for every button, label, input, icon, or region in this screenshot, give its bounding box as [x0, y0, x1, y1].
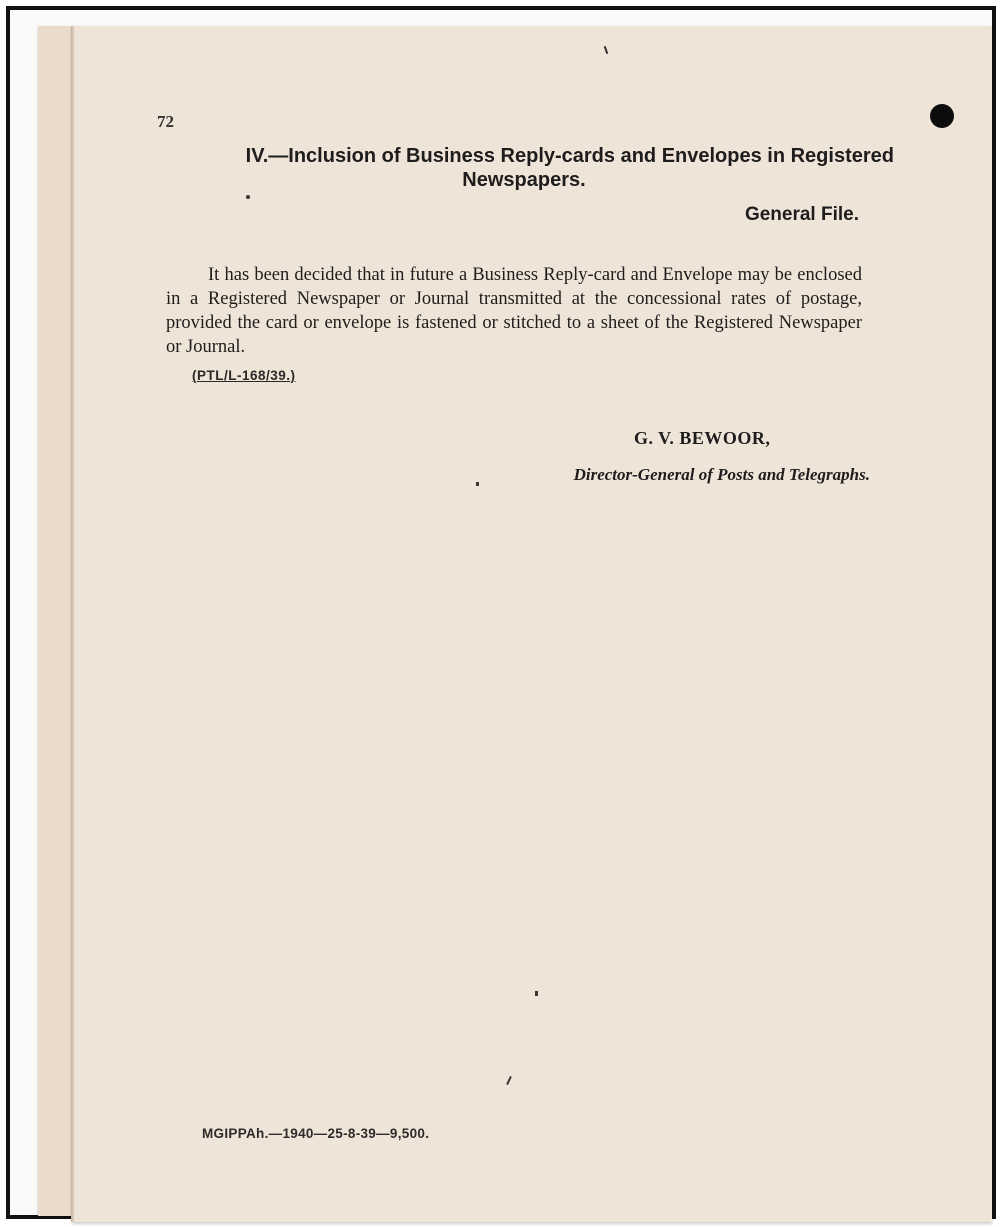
signatory-title: Director-General of Posts and Telegraphs.	[573, 465, 870, 484]
scan-frame	[6, 6, 996, 1219]
section-title-line-2: Newspapers.	[462, 169, 586, 191]
ink-speck	[476, 482, 479, 486]
signatory-name: G. V. BEWOOR,	[634, 428, 771, 448]
page-number: 72	[157, 112, 174, 131]
punch-hole	[930, 104, 954, 128]
document-page	[72, 26, 992, 1222]
ink-speck	[246, 195, 250, 199]
printer-imprint: MGIPPAh.—1940—25-8-39—9,500.	[202, 1126, 430, 1141]
file-label: General File.	[744, 204, 859, 225]
ink-speck	[506, 1076, 512, 1085]
body-paragraph: It has been decided that in future a Business Reply-card and Envelope may be enclosed in a Registered Newspaper or Journal transmitted at the concessional rates of postage, provided the card or envelope is fastened or stitched to a sheet of the Registered Newspaper or Journal.	[166, 265, 862, 357]
section-title-line-1: IV.—Inclusion of Business Reply-cards and Envelopes in Registered	[245, 145, 894, 167]
ink-speck	[535, 991, 538, 996]
ink-speck	[604, 46, 609, 54]
reference-number: (PTL/L-168/39.)	[192, 368, 296, 383]
section-title	[154, 144, 894, 192]
